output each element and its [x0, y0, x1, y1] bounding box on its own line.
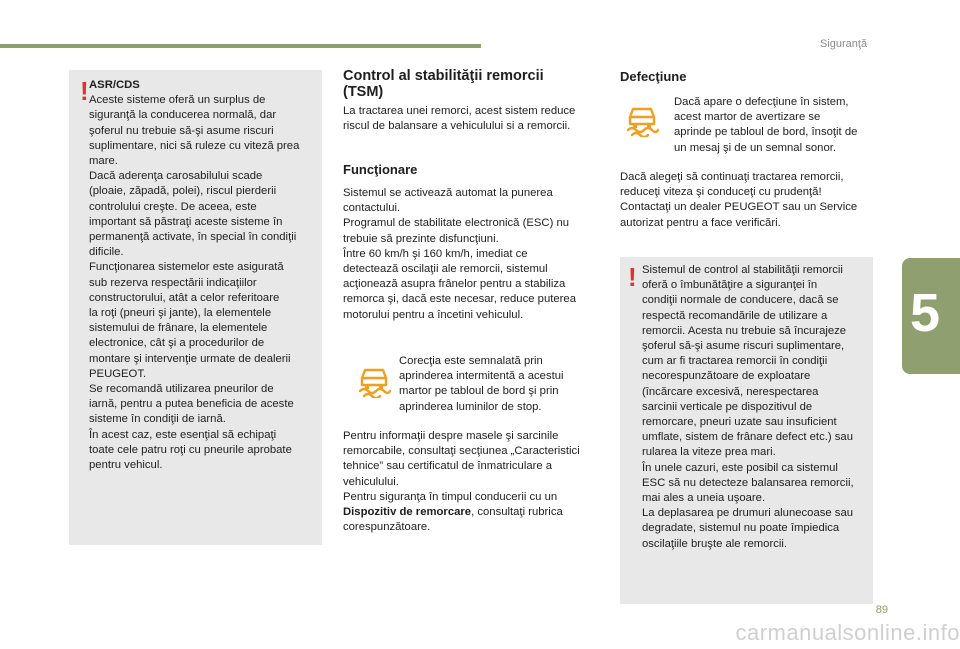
note-line: oscilaţiile bruşte ale remorcii.: [642, 537, 788, 550]
tsm-note-text: [642, 263, 870, 552]
note-line: şoferul să-şi asume riscuri suplimentare,: [642, 340, 845, 353]
note-line: Sistemul de control al stabilităţii remorcii: [642, 264, 843, 276]
text-line: aprinderea intermitentă a acestui: [399, 370, 564, 383]
note-line: oferă o îmbunătăţire a siguranţei în: [642, 279, 818, 292]
note-line: (ploaie, zăpadă, polei), riscul pierderii: [89, 185, 277, 198]
note-line: remorcare, pneuri uzate sau insuficient: [642, 416, 837, 429]
note-line: dificile.: [89, 246, 124, 259]
note-line: necorespunzătoare de exploatare: [642, 370, 811, 383]
text-line: La tractarea unei remorci, acest sistem reduce: [343, 105, 576, 117]
note-line: iarnă, pentru a putea beneficia de aceste: [89, 398, 294, 411]
note-line: siguranţă la conducerea normală, dar: [89, 109, 277, 122]
trailer-stability-malfunction-icon: [625, 103, 659, 137]
note-line: controlului creşte. De aceea, este: [89, 200, 257, 213]
note-line: sistemului de frânare, la elementele: [89, 322, 268, 335]
tsm-heading: [343, 68, 544, 100]
text-line: Pentru informaţii despre masele şi sarcinile: [343, 430, 559, 442]
note-line: sub rezerva respectării indicaţiilor: [89, 276, 257, 289]
text-line: contactului.: [343, 202, 401, 215]
note-line: ESC să nu detecteze balansarea remorcii,: [642, 476, 854, 489]
towing-info-text: [343, 429, 580, 535]
trailer-icon-description: [399, 354, 564, 415]
note-line: Aceste sisteme oferă un surplus de: [89, 94, 266, 107]
note-line: sarcinii verticale pe dispozitivul de: [642, 400, 813, 413]
tsm-intro: [343, 104, 575, 134]
note-line: important să păstraţi aceste sisteme în: [89, 215, 283, 228]
note-line: sisteme în condiţii de iarnă.: [89, 413, 226, 426]
note-line: la roţi (pneuri şi jante), la elementele: [89, 307, 272, 320]
note-line: umflate, sistem de frânare defect etc.) sau: [642, 431, 853, 444]
text-line: Contactaţi un dealer PEUGEOT sau un Service: [620, 201, 858, 214]
text-line: acţionează asupra frânelor pentru a stabiliza: [343, 278, 566, 291]
functioning-text: [343, 186, 576, 323]
header-accent-bar: [0, 44, 481, 48]
text-line: aprinde pe tabloul de bord, însoţit de: [674, 126, 858, 139]
exclamation-mark-icon: !: [628, 262, 637, 292]
note-line: electronice, cât şi a procedurilor de: [89, 337, 265, 350]
watermark: carmanualsonline.info: [735, 620, 960, 645]
text-line: motorului pentru a încetini vehiculul.: [343, 308, 524, 321]
text-line: tehnice” sau certificatul de înmatriculare a: [343, 460, 553, 473]
note-line: La deplasarea pe drumuri alunecoase sau: [642, 507, 854, 520]
note-line: permanenţă activate, în special în condiţii: [89, 231, 297, 244]
trailer-stability-warning-icon: [357, 364, 391, 398]
note-line: Funcţionarea sistemelor este asigurată: [89, 261, 284, 274]
note-line: suplimentare, nici să ruleze cu viteză prea: [89, 139, 300, 152]
text-line: Programul de stabilitate electronică (ESC) nu: [343, 217, 570, 230]
note-line: constructorului, atât a celor referitoare: [89, 291, 280, 304]
chapter-tab: [902, 258, 960, 374]
note-line: respectă recomandările de utilizare a: [642, 309, 828, 322]
asr-cds-note-box: [69, 70, 322, 545]
towing-device-bold: Dispozitiv de remorcare: [343, 506, 472, 519]
page-number: 89: [875, 604, 888, 616]
text-line: reduceţi viteza şi conduceţi cu prudenţă!: [620, 186, 822, 199]
text-line: martor pe tabloul de bord şi prin: [399, 385, 559, 398]
note-line: condiţii normale de conducere, dacă se: [642, 294, 839, 307]
note-line: şoferul nu trebuie să-şi asume riscuri: [89, 124, 274, 137]
text-line: vehiculului.: [343, 475, 399, 488]
text-line: Sistemul se activează automat la punerea: [343, 187, 553, 199]
note-line: mai ales a uneia uşoare.: [642, 492, 766, 505]
towing-info-after-bold: , consultaţi rubrica: [471, 506, 563, 519]
text-line: remorcabile, consultaţi secţiunea „Caracteristici: [343, 445, 580, 458]
tsm-heading-line1: Control al stabilităţii remorcii: [343, 68, 544, 84]
text-line: trebuie să prezinte disfuncţiuni.: [343, 232, 499, 245]
text-line: Dacă alegeţi să continuaţi tractarea remorcii,: [620, 171, 844, 183]
functioning-heading: Funcţionare: [343, 162, 418, 177]
note-line: În unele cazuri, este posibil ca sistemul: [642, 461, 838, 474]
text-line: Dacă apare o defecţiune în sistem,: [674, 96, 849, 108]
note-line: PEUGEOT.: [89, 367, 147, 380]
text-line: Pentru siguranţa în timpul conducerii cu un: [343, 490, 558, 503]
note-title: ASR/CDS: [89, 79, 140, 91]
tsm-heading-line2: (TSM): [343, 84, 384, 100]
text-line: un mesaj şi de un semnal sonor.: [674, 141, 837, 154]
text-line: aprinderea luminilor de stop.: [399, 400, 542, 413]
note-line: Dacă aderenţa carosabilului scade: [89, 170, 263, 183]
towing-info-line: [343, 505, 580, 520]
note-line: remorcii. Acesta nu trebuie să încurajeze: [642, 324, 847, 337]
note-line: degradate, sistemul nu poate împiedica: [642, 522, 840, 535]
malfunction-heading: Defecţiune: [620, 69, 687, 84]
text-line: Între 60 km/h şi 160 km/h, imediat ce: [343, 247, 528, 260]
note-line: rularea la viteze prea mari.: [642, 446, 776, 459]
section-title: Siguranţă: [820, 38, 868, 50]
text-line: detectează oscilaţii ale remorcii, sistemul: [343, 263, 548, 276]
text-line: remorca şi, dacă este necesar, reduce puterea: [343, 293, 576, 306]
note-line: montare şi intervenţie urmate de dealerii: [89, 352, 291, 365]
note-line: toate cele patru roţi cu pneurile aprobate: [89, 443, 292, 456]
note-line: Se recomandă utilizarea pneurilor de: [89, 383, 274, 396]
note-line: mare.: [89, 155, 118, 168]
tsm-note-box: [620, 257, 873, 604]
note-line: (încărcare excesivă, nerespectarea: [642, 385, 819, 398]
note-line: În acest caz, este esenţial să echipaţi: [89, 428, 277, 441]
text-line: autorizat pentru a face verificări.: [620, 216, 781, 229]
malfunction-icon-description: [674, 95, 857, 156]
text-line: riscul de balansare a vehiculului si a remorcii.: [343, 120, 571, 133]
chapter-number: 5: [910, 283, 941, 343]
malfunction-advice: [620, 170, 857, 231]
towing-info-last: corespunzătoare.: [343, 521, 431, 534]
exclamation-mark-icon: !: [80, 76, 89, 106]
text-line: acest martor de avertizare se: [674, 111, 821, 124]
text-line: Corecţia este semnalată prin: [399, 355, 543, 367]
asr-cds-note-text: [89, 78, 319, 473]
note-line: cum ar fi tractarea remorcii în condiţii: [642, 355, 828, 368]
note-line: pentru vehicul.: [89, 459, 163, 472]
